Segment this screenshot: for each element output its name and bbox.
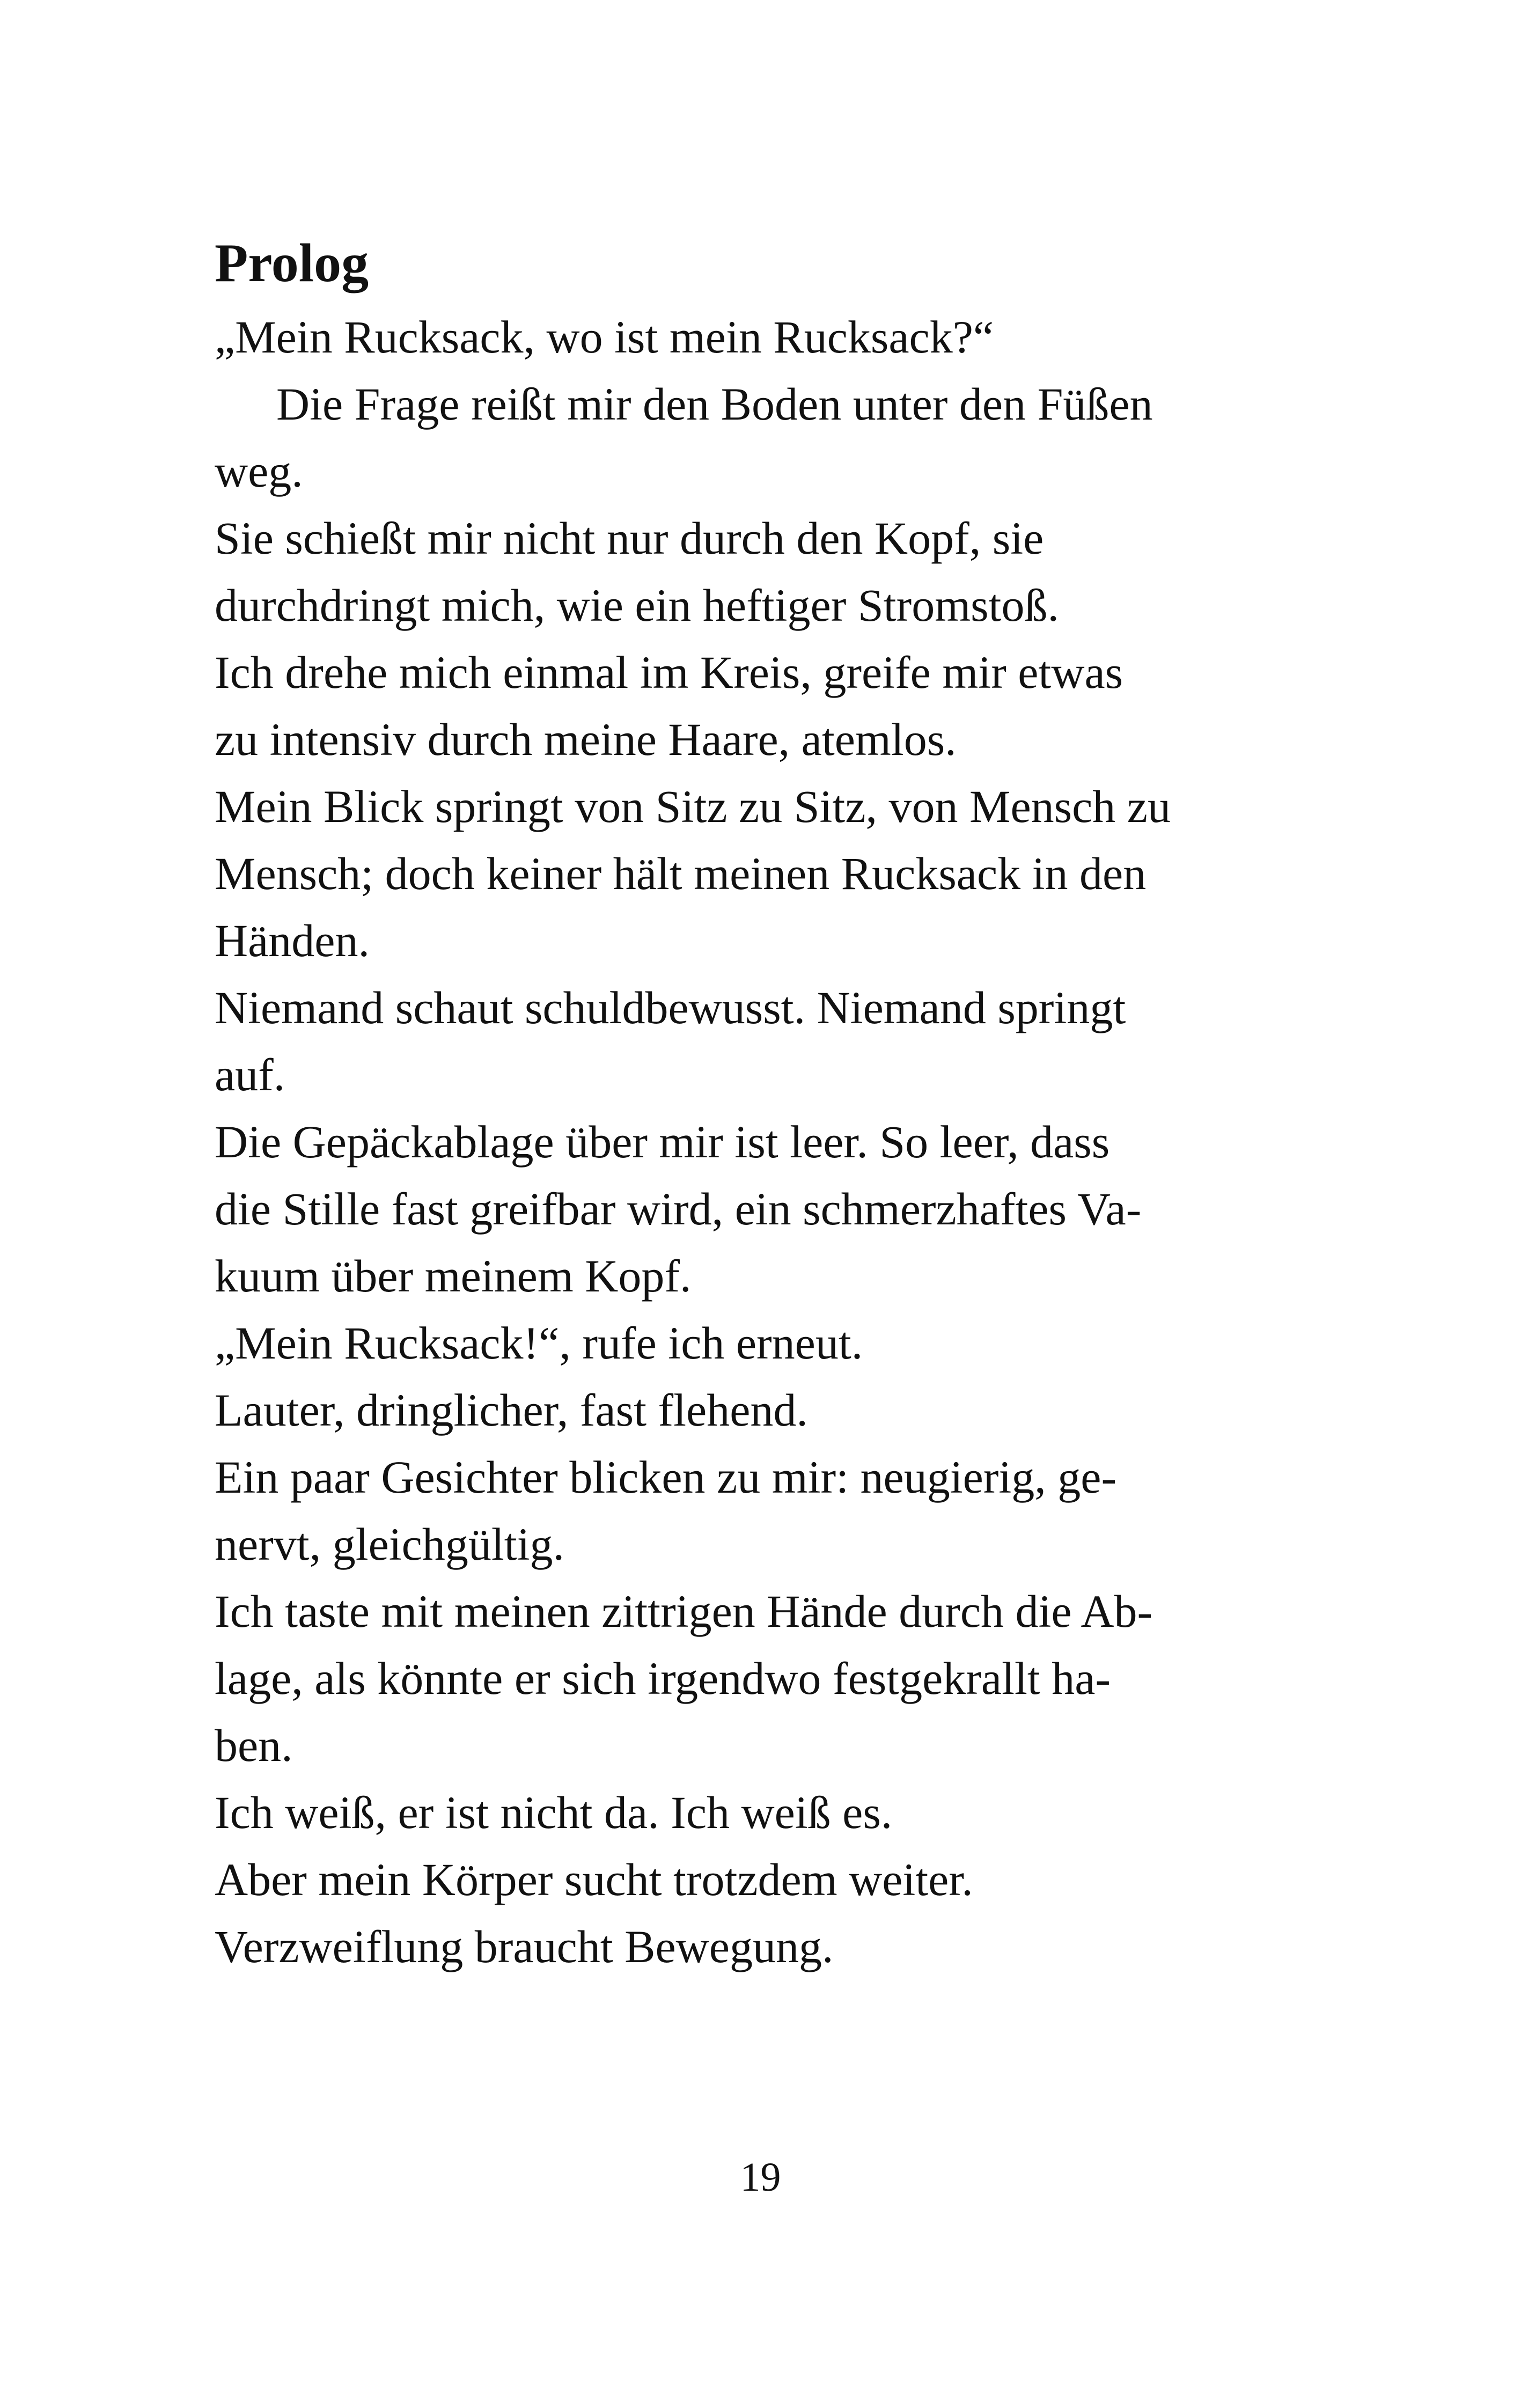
text-line: Ich taste mit meinen zittrigen Hände durch die Ab- bbox=[215, 1585, 1153, 1637]
text-line: „Mein Rucksack, wo ist mein Rucksack?“ bbox=[215, 311, 994, 363]
text-line: kuum über meinem Kopf. bbox=[215, 1250, 692, 1302]
text-line: auf. bbox=[215, 1049, 285, 1100]
text-line: Lauter, dringlicher, fast flehend. bbox=[215, 1384, 808, 1436]
text-line: Die Frage reißt mir den Boden unter den Füßen bbox=[276, 378, 1153, 430]
page-number: 19 bbox=[740, 2155, 781, 2200]
text-line: weg. bbox=[215, 445, 303, 497]
text-line: Mensch; doch keiner hält meinen Rucksack in den bbox=[215, 848, 1147, 899]
chapter-title: Prolog bbox=[215, 233, 369, 293]
text-line: zu intensiv durch meine Haare, atemlos. bbox=[215, 714, 957, 765]
text-line: Verzweiflung braucht Bewegung. bbox=[215, 1921, 834, 1972]
text-line: Aber mein Körper sucht trotzdem weiter. bbox=[215, 1854, 973, 1905]
text-line: Mein Blick springt von Sitz zu Sitz, von Mensch zu bbox=[215, 781, 1171, 832]
text-line: lage, als könnte er sich irgendwo festgekrallt ha- bbox=[215, 1653, 1111, 1704]
text-line: nervt, gleichgültig. bbox=[215, 1518, 565, 1570]
text-line: Die Gepäckablage über mir ist leer. So leer, dass bbox=[215, 1116, 1110, 1168]
text-line: „Mein Rucksack!“, rufe ich erneut. bbox=[215, 1317, 863, 1369]
text-line: Niemand schaut schuldbewusst. Niemand springt bbox=[215, 982, 1126, 1033]
text-line: Ein paar Gesichter blicken zu mir: neugierig, ge- bbox=[215, 1451, 1117, 1503]
text-line: ben. bbox=[215, 1720, 293, 1771]
text-line: Sie schießt mir nicht nur durch den Kopf, sie bbox=[215, 512, 1044, 564]
text-line: Händen. bbox=[215, 915, 370, 966]
text-line: die Stille fast greifbar wird, ein schmerzhaftes Va- bbox=[215, 1183, 1142, 1235]
text-line: durchdringt mich, wie ein heftiger Stromstoß. bbox=[215, 579, 1059, 631]
text-line: Ich weiß, er ist nicht da. Ich weiß es. bbox=[215, 1787, 893, 1838]
text-line: Ich drehe mich einmal im Kreis, greife mir etwas bbox=[215, 647, 1123, 698]
